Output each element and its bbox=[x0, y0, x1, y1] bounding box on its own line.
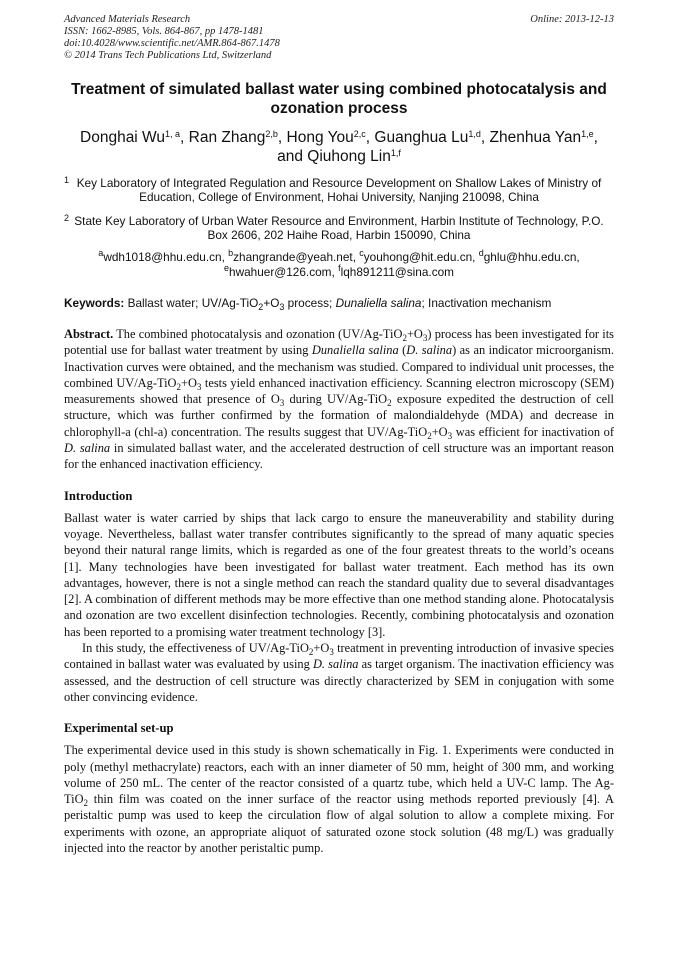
email-mark: a bbox=[98, 248, 104, 258]
paragraph: The experimental device used in this study is shown schematically in Fig. 1. Experiments were conducted in poly (methyl methacrylate) reactors, each with an inner diameter of 50 mm, height of 300 mm, and working volume of 250 mL. The center of the reactor consisted of a quartz tube, which held a UV-C lamp. The Ag-TiO$_2$ thin film was coated on the inner surface of the reactor using methods reported previously [4]. A peristaltic pump was used to keep the circulation flow of algal solution to allow a complete mixing. For experiments with ozone, an appropriate aliquot of saturated ozone stock solution (48 mg/L) was gradually injected into the reactor by another peristaltic pump. bbox=[64, 743, 614, 856]
keyword: Ballast water bbox=[127, 296, 196, 310]
journal-name: Advanced Materials Research bbox=[64, 14, 191, 25]
author-name: Donghai Wu bbox=[80, 129, 166, 146]
email-address: zhangrande@yeah.net bbox=[233, 250, 353, 264]
body-sections bbox=[64, 489, 614, 857]
author-affiliation-mark: 1,f bbox=[390, 148, 401, 158]
email-address: wdh1018@hhu.edu.cn bbox=[103, 250, 222, 264]
author-name: Guanghua Lu bbox=[374, 129, 469, 146]
paragraph: In this study, the effectiveness of $UV/Ag-TiO_2+O_3$ treatment in preventing introduction of invasive species contained in ballast water was evaluated by using D. salina as target organism. The inactivation efficiency was assessed, and the destruction of cell structure was directly characterized by SEM in conjugation with some other convincing evidence. bbox=[64, 641, 614, 704]
author-affiliation-mark: 1,d bbox=[468, 129, 481, 139]
affiliation-number: 1 bbox=[64, 175, 70, 185]
keywords-line: Keywords: Ballast water; $UV/Ag-TiO_2+O_3$ process; Dunaliella salina; Inactivation mechanism bbox=[64, 296, 552, 312]
section-heading: Experimental set-up bbox=[64, 721, 174, 736]
author-name: Hong You bbox=[286, 129, 354, 146]
affiliation bbox=[64, 176, 614, 204]
email-mark: d bbox=[478, 248, 484, 258]
email-mark: f bbox=[338, 263, 341, 273]
email-address: lqh891211@sina.com bbox=[340, 265, 454, 279]
author-affiliation-mark: 2,c bbox=[353, 129, 366, 139]
online-date: Online: 2013-12-13 bbox=[530, 14, 614, 25]
keywords-label: Keywords: bbox=[64, 296, 125, 310]
affiliation bbox=[64, 214, 614, 242]
author-list: Donghai Wu$^{1, a}$, Ran Zhang$^{2,b}$, Hong You$^{2,c}$, Guanghua Lu$^{1,d}$, Zhenhua Yan$^{1,e}$, and Qiuhong Lin$^{1,f}$ bbox=[80, 129, 598, 165]
journal-header bbox=[64, 14, 614, 66]
email-address: ghlu@hhu.edu.cn bbox=[483, 250, 577, 264]
keyword: $UV/Ag-TiO_2+O_3$ process bbox=[201, 296, 329, 312]
keyword: Inactivation mechanism bbox=[428, 296, 552, 310]
journal-issn: ISSN: 1662-8985, Vols. 864-867, pp 1478-1481 bbox=[64, 26, 264, 37]
abstract-label: Abstract. bbox=[64, 327, 114, 341]
journal-copyright: © 2014 Trans Tech Publications Ltd, Switzerland bbox=[64, 50, 272, 61]
email-address: hwahuer@126.com bbox=[229, 265, 332, 279]
author-affiliation-mark: 1,e bbox=[581, 129, 594, 139]
abstract bbox=[64, 326, 614, 473]
affiliation-list bbox=[64, 176, 614, 242]
email-address: youhong@hit.edu.cn bbox=[363, 250, 473, 264]
affiliation-text: Key Laboratory of Integrated Regulation and Resource Development on Shallow Lakes of Ministry of Education, College of Environment, Hohai University, Nanjing 210098, China bbox=[76, 176, 602, 204]
author-name: Ran Zhang bbox=[188, 129, 266, 146]
affiliation-number: 2 bbox=[64, 213, 70, 223]
author-affiliation-mark: 1, a bbox=[165, 129, 181, 139]
author-name: and Qiuhong Lin bbox=[277, 148, 391, 165]
affiliation-text: State Key Laboratory of Urban Water Resource and Environment, Harbin Institute of Technology, P.O. Box 2606, 202 Haihe Road, Harbin 150090, China bbox=[74, 214, 604, 242]
email-list: $^a$wdh1018@hhu.edu.cn, $^b$zhangrande@yeah.net, $^c$youhong@hit.edu.cn, $^d$ghlu@hhu.edu.cn, $^e$hwahuer@126.com, $^f$lqh891211@sina.com bbox=[98, 248, 580, 279]
email-mark: e bbox=[224, 263, 230, 273]
paper-title: Treatment of simulated ballast water using combined photocatalysis and ozonation process bbox=[71, 81, 607, 117]
paragraph: Ballast water is water carried by ships that lack cargo to ensure the maneuverability and stability during voyage. Nevertheless, ballast water transfer contributes significantly to the spread of many aquatic species beyond their natural range limits, which is regarded as one of the four greatest threats to the world’s oceans [1]. Many technologies have been investigated for ballast water treatment. Each method has its own advantages, however, there is not a single method can reach the standard quality due to several disadvantages [2]. A combination of different methods may be more effective than one method standing alone. Photocatalysis and ozonation are two excellent disinfection technologies. Recently, combining photocatalysis and ozonation has been reported to a promising water treatment technology [3]. bbox=[64, 510, 614, 639]
author-name: Zhenhua Yan bbox=[489, 129, 582, 146]
email-mark: c bbox=[359, 248, 364, 258]
paper-page bbox=[64, 14, 614, 856]
email-mark: b bbox=[228, 248, 234, 258]
journal-doi: doi:10.4028/www.scientific.net/AMR.864-867.1478 bbox=[64, 38, 280, 49]
abstract-text: The combined photocatalysis and ozonation $(UV/Ag-TiO_2+O_3)$ process has been investigated for its potential use for ballast water treatment by using Dunaliella salina (D. salina) as an indicator microorganism. Inactivation curves were obtained, and the mechanism was studied. Compared to individual unit processes, the combined $UV/Ag-TiO_2+O_3$ tests yield enhanced inactivation efficiency. Scanning electron microscopy (SEM) measurements showed that presence of $O_3$ during UV/Ag-TiO$_2$ exposure expedited the destruction of cell structure, which was further confirmed by the formation of malondialdehyde (MDA) and decrease in chlorophyll-a (chl-a) concentration. The results suggest that $UV/Ag-TiO_2+O_3$ was efficient for inactivation of D. salina in simulated ballast water, and the accelerated destruction of cell structure was an important reason for the enhanced inactivation efficiency. bbox=[64, 327, 615, 472]
keyword: Dunaliella salina bbox=[335, 296, 422, 310]
author-affiliation-mark: 2,b bbox=[265, 129, 278, 139]
section-heading: Introduction bbox=[64, 488, 133, 503]
